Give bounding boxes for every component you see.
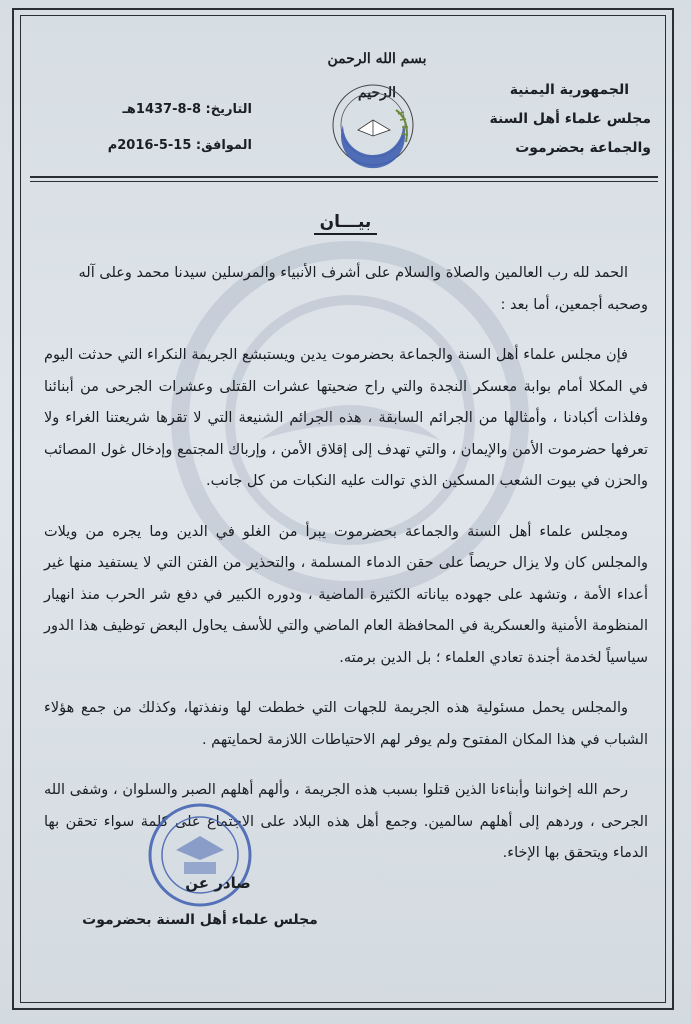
org-country: الجمهورية اليمنية	[509, 82, 629, 98]
paragraph-opening-cont: وصحبه أجمعين، أما بعد :	[500, 296, 648, 313]
date-hijri: التاريخ: 8-8-1437هـ	[122, 102, 252, 117]
paragraph-condemnation: فإن مجلس علماء أهل السنة والجماعة بحضرموت يدين ويستبشع الجريمة النكراء التي حدثت اليوم في المكلا أمام بوابة معسكر النجدة والتي راح ضحيتها عشرات القتلى وعشرات الجرحى من أبنائنا وفلذات أكبادنا ، وأمثالها من الجرائم السابقة ، هذه الجرائم الشنيعة التي لا تقرها شريعتنا الغراء ولا تعرفها حضرموت الأمن والإيمان ، والتي تهدف إلى إقلاق الأمن ، وإرباك المجتمع وإدخال غول المصائب والحزن في بيوت الشعب المسكين الذي توالت عليه النكبات من كل جانب.	[44, 347, 648, 489]
document-body	[44, 258, 648, 889]
header-divider	[30, 176, 658, 178]
paragraph-opening: الحمد لله رب العالمين والصلاة والسلام على أشرف الأنبياء والمرسلين سيدنا محمد وعلى آله	[78, 265, 628, 281]
header-organization	[431, 76, 651, 163]
council-logo	[298, 80, 448, 170]
paragraph-prayer: رحم الله إخواننا وأبناءنا الذين قتلوا بسبب هذه الجريمة ، وألهم أهلهم الصبر والسلوان ، وشفى الله الجرحى ، وردهم إلى أهلهم سالمين. وجمع أهل هذه البلاد على الاجتماع على كلمة سواء تحقن بها الدماء ويتحقق بها الإخاء.	[44, 782, 648, 861]
document-title	[0, 212, 691, 232]
official-stamp	[140, 800, 260, 910]
signature-issued-by: صادر عن	[185, 874, 251, 892]
header-dates	[82, 92, 252, 164]
date-gregorian: الموافق: 15-5-2016م	[107, 138, 252, 153]
header-divider-thin	[30, 181, 658, 182]
org-name-line2: والجماعة بحضرموت	[515, 140, 651, 156]
document-title-text: بيـــان	[314, 212, 378, 235]
paragraph-responsibility: والمجلس يحمل مسئولية هذه الجريمة للجهات التي خططت لها ونفذتها، وكذلك من جمع هؤلاء الشباب في هذا المكان المفتوح ولم يوفر لهم الاحتياطات اللازمة لحمايتهم .	[44, 700, 648, 748]
basmala-calligraphy: بسم الله الرحمن الرحيم	[327, 51, 427, 101]
signature-council-name: مجلس علماء أهل السنة بحضرموت	[82, 912, 318, 928]
org-name-line1: مجلس علماء أهل السنة	[489, 111, 651, 127]
paragraph-position: ومجلس علماء أهل السنة والجماعة بحضرموت يبرأ من الغلو في الدين وما يجره من ويلات والمجلس كان ولا يزال حريصاً على حقن الدماء المسلمة ، والتحذير من الفتن التي لا يستفيد منها غير أعداء الأمة ، وتشهد على جهوده بياناته الكثيرة الماضية ، ودوره الكبير في دفع شر الحرب منذ انهيار المنظومة الأمنية والعسكرية في المحافظة العام الماضي والتي للأسف يحاول البعض توظيف هذا الدور سياسياً لخدمة أجندة تعادي العلماء ؛ بل الدين برمته.	[44, 523, 648, 666]
